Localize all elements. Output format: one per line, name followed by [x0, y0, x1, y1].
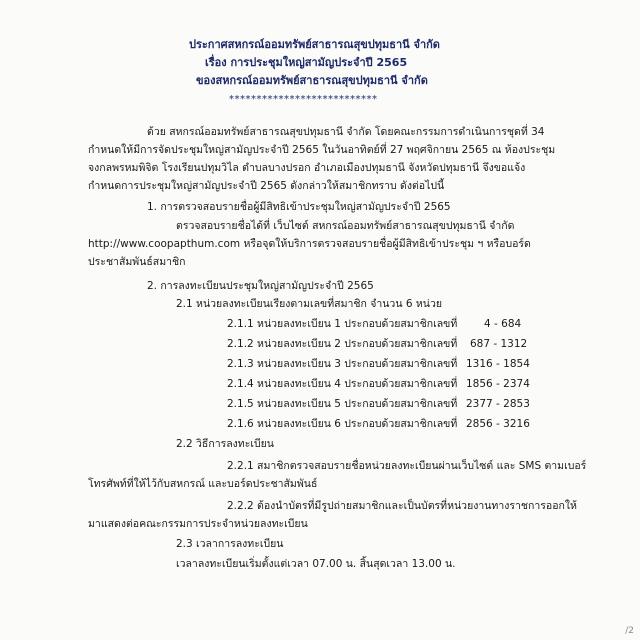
section-2-2-2-line-1: 2.2.2 ต้องนำบัตรที่มีรูปถ่ายสมาชิกและเป็นบัตรที่หน่วยงานทางราชการออกให้ — [227, 500, 577, 512]
unit-row-range: 4 - 684 — [484, 318, 522, 330]
section-1-line-2: http://www.coopapthum.com หรือจุดให้บริการตรวจสอบรายชื่อผู้มีสิทธิเข้าประชุม ฯ หรือบอร์ด — [88, 238, 531, 250]
header-title-line-2: เรื่อง การประชุมใหญ่สามัญประจำปี 2565 — [205, 56, 408, 69]
unit-row-label: 2.1.1 หน่วยลงทะเบียน 1 ประกอบด้วยสมาชิกเลขที่ — [227, 318, 458, 330]
unit-row-label: 2.1.5 หน่วยลงทะเบียน 5 ประกอบด้วยสมาชิกเลขที่ — [227, 398, 458, 410]
section-1-line-3: ประชาสัมพันธ์สมาชิก — [88, 256, 186, 268]
section-2-heading: 2. การลงทะเบียนประชุมใหญ่สามัญประจำปี 2565 — [147, 280, 374, 292]
intro-line-3: จงกลพรหมพิจิต โรงเรียนปทุมวิไล ตำบลบางปรอก อำเภอเมืองปทุมธานี จังหวัดปทุมธานี จึงขอแจ้ง — [88, 162, 526, 174]
section-2-1-heading: 2.1 หน่วยลงทะเบียนเรียงตามเลขที่สมาชิก จำนวน 6 หน่วย — [176, 298, 443, 310]
section-2-2-1-line-1: 2.2.1 สมาชิกตรวจสอบรายชื่อหน่วยลงทะเบียนผ่านเว็บไซต์ และ SMS ตามเบอร์ — [227, 460, 587, 472]
header-title-line-1: ประกาศสหกรณ์ออมทรัพย์สาธารณสุขปทุมธานี จำกัด — [189, 38, 440, 51]
unit-row-label: 2.1.3 หน่วยลงทะเบียน 3 ประกอบด้วยสมาชิกเลขที่ — [227, 358, 458, 370]
intro-line-4: กำหนดการประชุมใหญ่สามัญประจำปี 2565 ดังกล่าวให้สมาชิกทราบ ดังต่อไปนี้ — [88, 180, 445, 192]
intro-line-2: กำหนดให้มีการจัดประชุมใหญ่สามัญประจำปี 2565 ในวันอาทิตย์ที่ 27 พฤศจิกายน 2565 ณ ห้องประชุม — [88, 144, 556, 156]
header-title-line-3: ของสหกรณ์ออมทรัพย์สาธารณสุขปทุมธานี จำกัด — [196, 74, 428, 87]
unit-row-label: 2.1.4 หน่วยลงทะเบียน 4 ประกอบด้วยสมาชิกเลขที่ — [227, 378, 458, 390]
unit-row-range: 687 - 1312 — [470, 338, 528, 350]
header-separator: *************************** — [229, 94, 378, 105]
unit-row-label: 2.1.2 หน่วยลงทะเบียน 2 ประกอบด้วยสมาชิกเลขที่ — [227, 338, 458, 350]
unit-row-range: 2856 - 3216 — [466, 418, 530, 430]
section-2-2-heading: 2.2 วิธีการลงทะเบียน — [176, 438, 274, 450]
page-continuation-mark: /2 — [625, 626, 634, 636]
intro-line-1: ด้วย สหกรณ์ออมทรัพย์สาธารณสุขปทุมธานี จำกัด โดยคณะกรรมการดำเนินการชุดที่ 34 — [147, 126, 545, 138]
unit-row-range: 1856 - 2374 — [466, 378, 530, 390]
unit-row-range: 1316 - 1854 — [466, 358, 530, 370]
section-1-line-1: ตรวจสอบรายชื่อได้ที่ เว็บไซต์ สหกรณ์ออมทรัพย์สาธารณสุขปทุมธานี จำกัด — [176, 220, 515, 232]
section-2-3-line-1: เวลาลงทะเบียนเริ่มตั้งแต่เวลา 07.00 น. สิ้นสุดเวลา 13.00 น. — [176, 558, 456, 570]
unit-row-label: 2.1.6 หน่วยลงทะเบียน 6 ประกอบด้วยสมาชิกเลขที่ — [227, 418, 458, 430]
unit-row-range: 2377 - 2853 — [466, 398, 530, 410]
section-2-2-2-line-2: มาแสดงต่อคณะกรรมการประจำหน่วยลงทะเบียน — [88, 518, 308, 530]
section-2-3-heading: 2.3 เวลาการลงทะเบียน — [176, 538, 284, 550]
section-2-2-1-line-2: โทรศัพท์ที่ให้ไว้กับสหกรณ์ และบอร์ดประชาสัมพันธ์ — [88, 478, 318, 490]
section-1-heading: 1. การตรวจสอบรายชื่อผู้มีสิทธิเข้าประชุมใหญ่สามัญประจำปี 2565 — [147, 201, 451, 213]
